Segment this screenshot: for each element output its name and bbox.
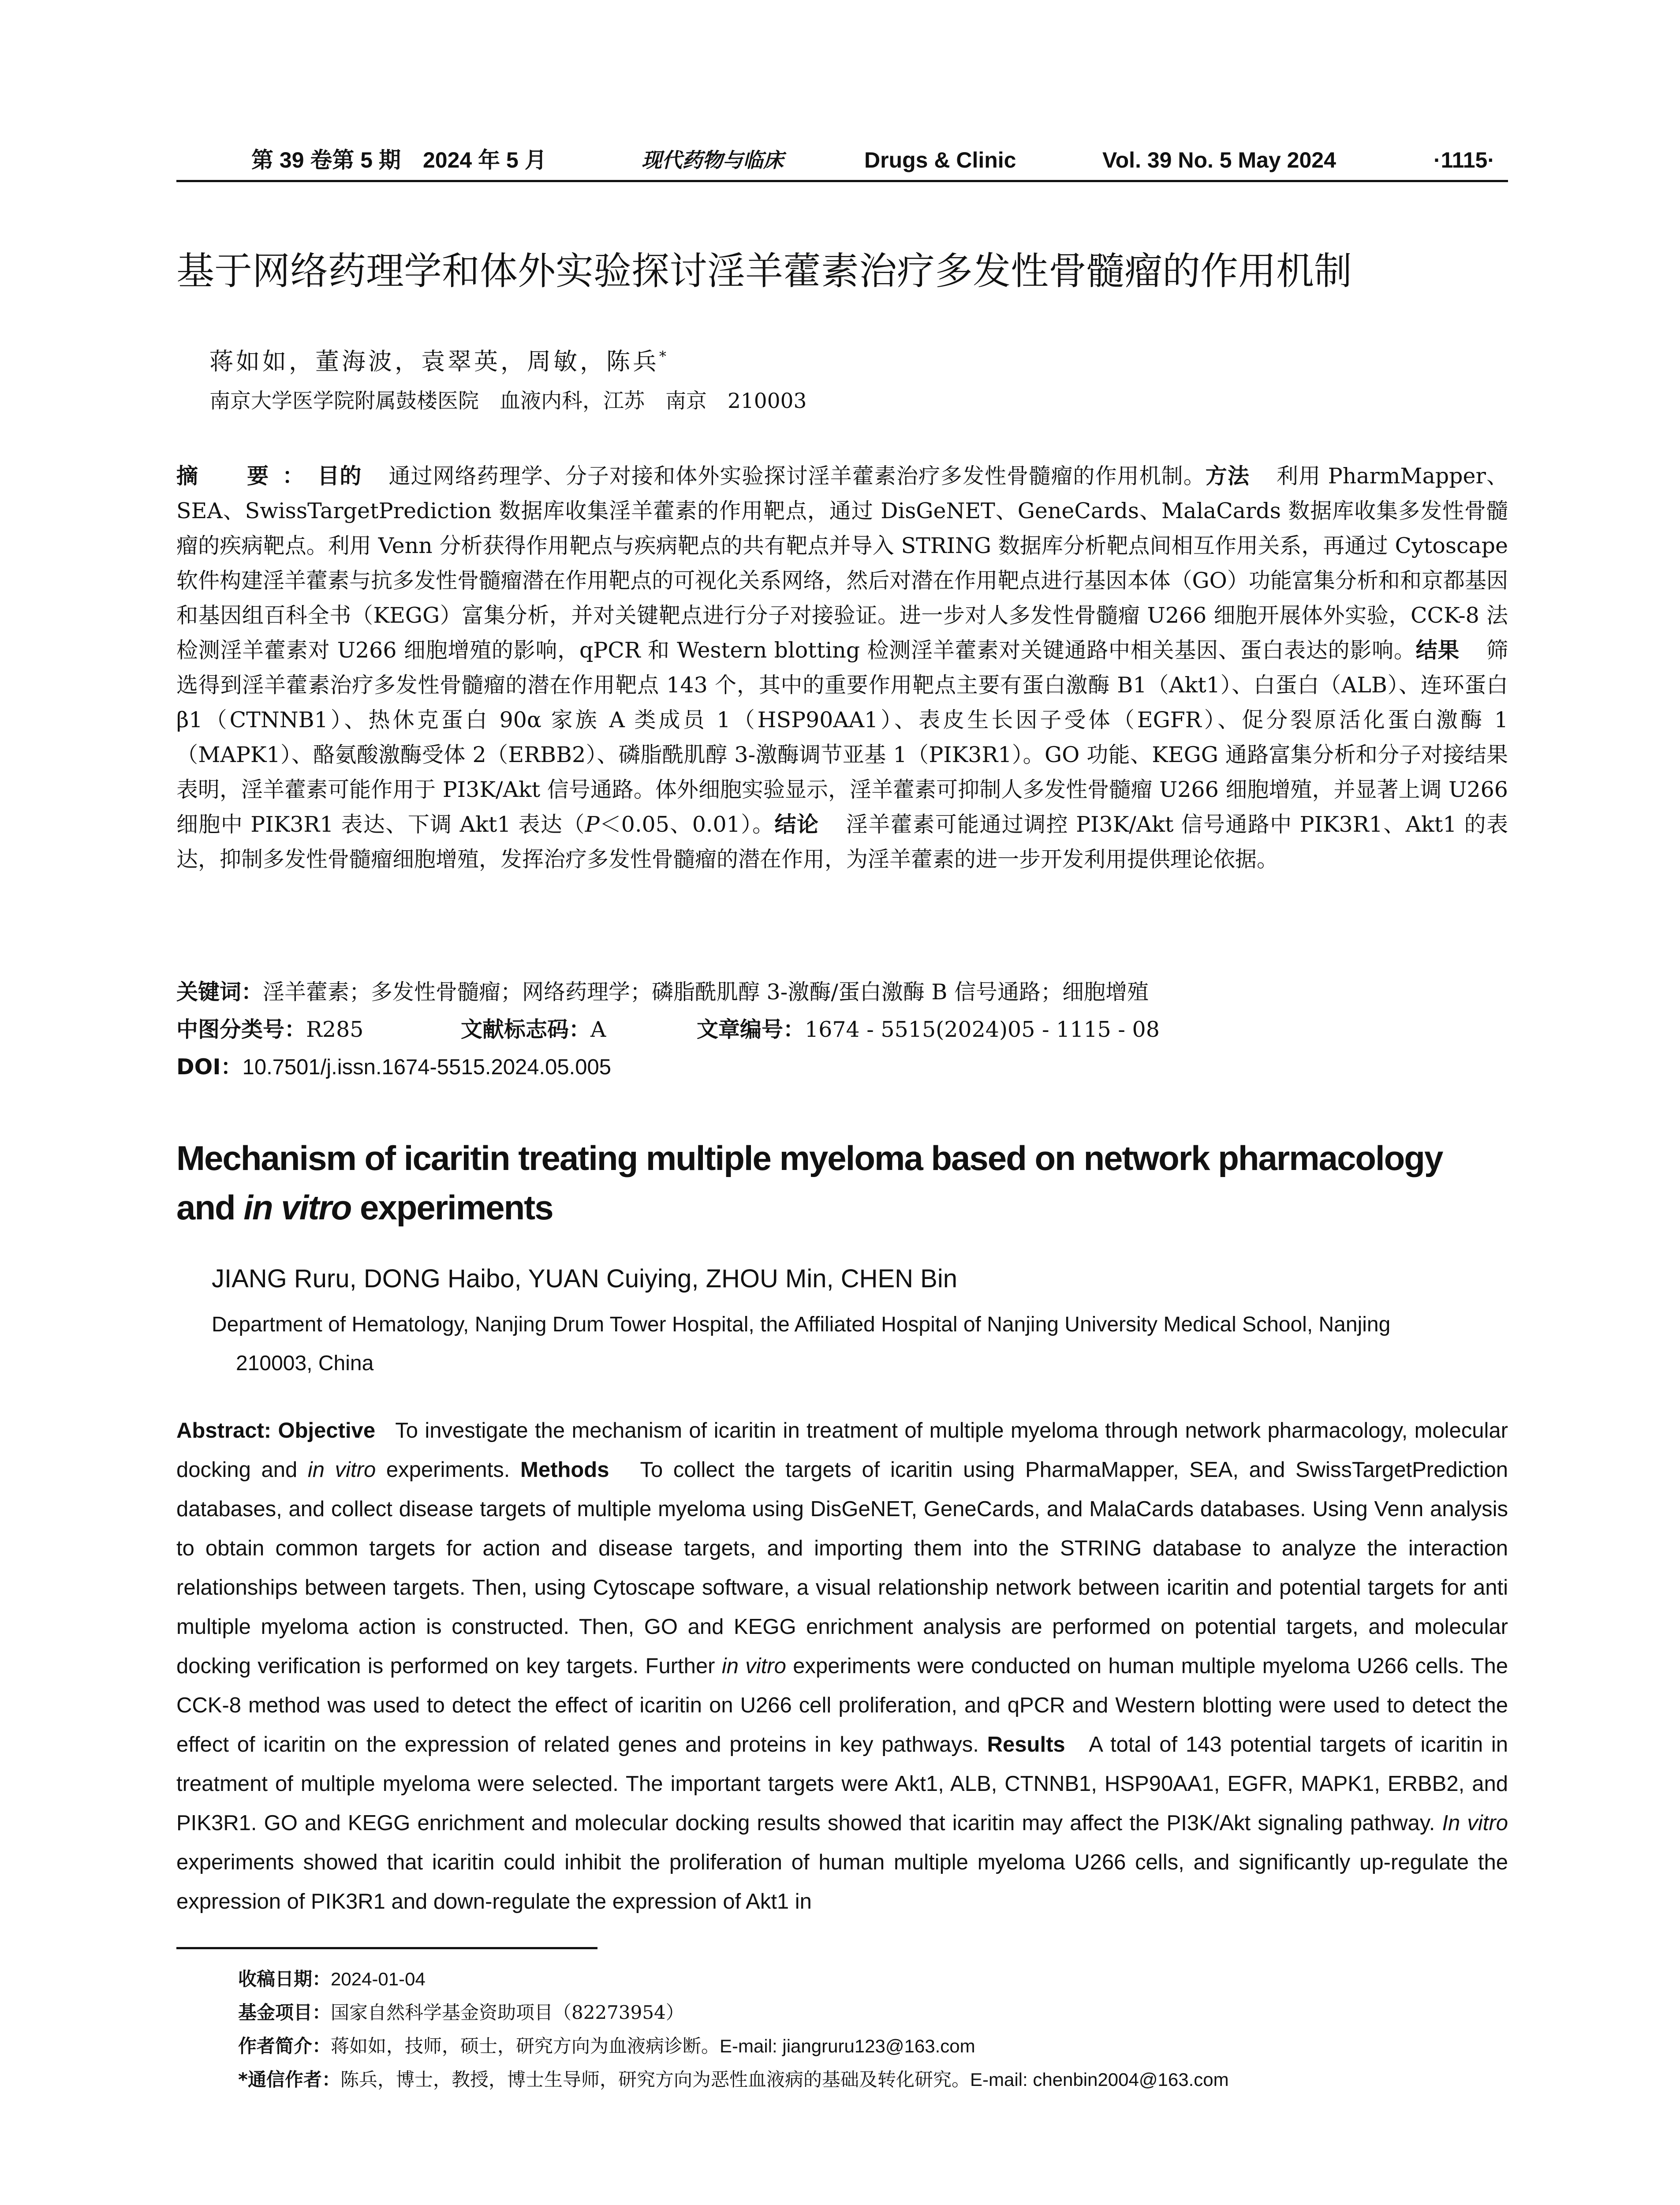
affiliation-cn: 南京大学医学院附属鼓楼医院 血液内科，江苏 南京 210003 xyxy=(209,389,807,413)
title-en-line2: and in vitro experiments xyxy=(176,1188,553,1227)
affiliation-en xyxy=(212,1305,1508,1383)
footnote-received: 收稿日期：2024-01-04 xyxy=(238,1968,426,1990)
corresponding-mark: * xyxy=(659,348,666,365)
classification-line xyxy=(176,1012,1508,1047)
title-en xyxy=(176,1133,1508,1232)
abstract-en-methods-label: Methods xyxy=(520,1458,609,1482)
abstract-cn-results: 筛选得到淫羊藿素治疗多发性骨髓瘤的潜在作用靶点 143 个，其中的重要作用靶点主要有蛋白激酶 B1（Akt1）、白蛋白（ALB）、连环蛋白 β1（CTNNB1）、热休克蛋白 90α 家族 A 类成员 1（HSP90AA1）、表皮生长因子受体（EGFR）、促分裂原活化蛋白激酶 1（MAPK1）、酪氨酸激酶受体 2（ERBB2）、磷脂酰肌醇 3-激酶调节亚基 1（PIK3R1）。GO 功能、KEGG 通路富集分析和分子对接结果表明，淫羊藿素可能作用于 PI3K/Akt 信号通路。体外细胞实验显示，淫羊藿素可抑制人多发性骨髓瘤 U266 细胞增殖，并显著上调 U266 细胞中 PIK3R1 表达、下调 Akt1 表达（ xyxy=(176,638,1508,837)
clc-label: 中图分类号： xyxy=(176,1017,306,1042)
abstract-cn-objective-label: 目的 xyxy=(317,463,362,489)
doi-label: DOI： xyxy=(176,1054,243,1080)
running-header xyxy=(176,140,1508,182)
abstract-en: Abstract: Objective To investigate the mechanism of icaritin in treatment of multiple myeloma through network pharmacology, molecular docking and in vitro experiments. Methods To collect the targets of icaritin using PharmaMapper, SEA, and SwissTargetPrediction databases, and collect disease targets of multiple myeloma using DisGeNET, GeneCards, and MalaCards databases. Using Venn analysis to obtain common targets for action and disease targets, and importing them into the STRING database to analyze the interaction relationships between targets. Then, using Cytoscape software, a visual relationship network between icaritin and potential targets for anti multiple myeloma action is constructed. Then, GO and KEGG enrichment analysis are performed on potential targets, and molecular docking verification is performed on key targets. Further in vitro experiments were conducted on human multiple myeloma U266 cells. The CCK-8 method was used to detect the effect of icaritin on U266 cell proliferation, and qPCR and Western blotting were used to detect the effect of icaritin on the expression of related genes and proteins in key pathways. Results A total of 143 potential targets of icaritin in treatment of multiple myeloma were selected. The important targets were Akt1, ALB, CTNNB1, HSP90AA1, EGFR, MAPK1, ERBB2, and PIK3R1. GO and KEGG enrichment and molecular docking results showed that icaritin may affect the PI3K/Akt signaling pathway. In vitro experiments showed that icaritin could inhibit the proliferation of human multiple myeloma U266 cells, and significantly up-regulate the expression of PIK3R1 and down-regulate the expression of Akt1 in xyxy=(176,1419,1508,1913)
title-en-italic: in vitro xyxy=(243,1188,351,1227)
footnote-fund: 基金项目：国家自然科学基金资助项目（82273954） xyxy=(238,2002,684,2023)
clc-value: R285 xyxy=(306,1017,364,1042)
doi-line xyxy=(176,1050,1508,1085)
header-journal-cn: 现代药物与临床 xyxy=(642,148,784,172)
footnote-author-bio: 作者简介：蒋如如，技师，硕士，研究方向为血液病诊断。E-mail: jiangruru123@163.com xyxy=(238,2035,975,2057)
authors-cn-names: 蒋如如，董海波，袁翠英，周敏，陈兵 xyxy=(209,348,659,375)
abstract-en-lead: Abstract: xyxy=(176,1419,272,1443)
title-cn: 基于网络药理学和体外实验探讨淫羊藿素治疗多发性骨髓瘤的作用机制 xyxy=(176,249,1352,293)
abstract-cn-conclusion-label: 结论 xyxy=(774,812,819,837)
header-volume-en: Vol. 39 No. 5 May 2024 xyxy=(1102,148,1336,172)
authors-cn xyxy=(209,339,1488,379)
keywords-text: 淫羊藿素；多发性骨髓瘤；网络药理学；磷脂酰肌醇 3-激酶/蛋白激酶 B 信号通路；细胞增殖 xyxy=(263,979,1149,1005)
abstract-cn-objective: 通过网络药理学、分子对接和体外实验探讨淫羊藿素治疗多发性骨髓瘤的作用机制。 xyxy=(388,463,1206,489)
affiliation-en-line2: 210003, China xyxy=(236,1352,374,1375)
corresponding-email: E-mail: chenbin2004@163.com xyxy=(970,2069,1229,2090)
doi-value: 10.7501/j.issn.1674-5515.2024.05.005 xyxy=(242,1055,611,1079)
abstract-cn-p-symbol: P xyxy=(585,812,600,837)
abstract-en-objective: To investigate the mechanism of icaritin in treatment of multiple myeloma through network pharmacology, molecular docking and xyxy=(176,1419,1508,1482)
author-email: E-mail: jiangruru123@163.com xyxy=(720,2036,975,2056)
abstract-en-results-label: Results xyxy=(987,1733,1065,1757)
abstract-cn-lead: 摘 要： xyxy=(176,463,318,489)
abstract-en-results: A total of 143 potential targets of icaritin in treatment of multiple myeloma were selected. The important targets were Akt1, ALB, CTNNB1, HSP90AA1, EGFR, MAPK1, ERBB2, and PIK3R1. GO and KEGG enrichment and molecular docking results showed that icaritin may affect the PI3K/Akt signaling pathway. xyxy=(176,1733,1508,1835)
header-page-number: ·1115· xyxy=(1433,148,1495,172)
header-journal-en: Drugs & Clinic xyxy=(864,148,1016,172)
abstract-en-objective-label: Objective xyxy=(278,1419,376,1443)
doc-code-value: A xyxy=(590,1017,606,1042)
abstract-cn-results-tail: ＜0.05、0.01）。 xyxy=(599,812,775,837)
affiliation-en-line1: Department of Hematology, Nanjing Drum Tower Hospital, the Affiliated Hospital of Nanjing University Medical School, Nanjing xyxy=(212,1313,1391,1336)
abstract-cn-methods-label: 方法 xyxy=(1205,463,1250,489)
abstract-cn xyxy=(176,459,1508,877)
authors-en: JIANG Ruru, DONG Haibo, YUAN Cuiying, ZHOU Min, CHEN Bin xyxy=(212,1264,958,1293)
footnotes xyxy=(238,1962,1508,2097)
footnote-corresponding: *通信作者：陈兵，博士，教授，博士生导师，研究方向为恶性血液病的基础及转化研究。E-mail: chenbin2004@163.com xyxy=(238,2069,1229,2090)
doc-code-label: 文献标志码： xyxy=(461,1017,591,1042)
footnote-rule xyxy=(176,1947,597,1949)
header-volume-cn: 第 39 卷第 5 期 2024 年 5 月 xyxy=(251,148,547,172)
abstract-cn-methods: 利用 PharmMapper、SEA、SwissTargetPrediction 数据库收集淫羊藿素的作用靶点，通过 DisGeNET、GeneCards、MalaCards 数据库收集多发性骨髓瘤的疾病靶点。利用 Venn 分析获得作用靶点与疾病靶点的共有靶点并导入 STRING 数据库分析靶点间相互作用关系，再通过 Cytoscape 软件构建淫羊藿素与抗多发性骨髓瘤潜在作用靶点的可视化关系网络，然后对潜在作用靶点进行基因本体（GO）功能富集分析和和京都基因和基因组百科全书（KEGG）富集分析，并对关键靶点进行分子对接验证。进一步对人多发性骨髓瘤 U266 细胞开展体外实验，CCK-8 法检测淫羊藿素对 U266 细胞增殖的影响，qPCR 和 Western blotting 检测淫羊藿素对关键通路中相关基因、蛋白表达的影响。 xyxy=(176,463,1508,663)
keywords-cn xyxy=(176,975,1508,1009)
keywords-label: 关键词： xyxy=(176,979,263,1005)
article-no-label: 文章编号： xyxy=(697,1017,805,1042)
abstract-cn-results-label: 结果 xyxy=(1415,638,1460,663)
abstract-en-methods: To collect the targets of icaritin using PharmaMapper, SEA, and SwissTargetPrediction databases, and collect disease targets of multiple myeloma using DisGeNET, GeneCards, and MalaCards databases. Using Venn analysis to obtain common targets for action and disease targets, and importing them into the STRING database to analyze the interaction relationships between targets. Then, using Cytoscape software, a visual relationship network between icaritin and potential targets for anti multiple myeloma action is constructed. Then, GO and KEGG enrichment analysis are performed on potential targets, and molecular docking verification is performed on key targets. Further xyxy=(176,1458,1508,1678)
abstract-cn-conclusion: 淫羊藿素可能通过调控 PI3K/Akt 信号通路中 PIK3R1、Akt1 的表达，抑制多发性骨髓瘤细胞增殖，发挥治疗多发性骨髓瘤的潜在作用，为淫羊藿素的进一步开发利用提供理论依据。 xyxy=(176,812,1508,872)
article-no-value: 1674 - 5515(2024)05 - 1115 - 08 xyxy=(805,1017,1160,1042)
title-en-line1: Mechanism of icaritin treating multiple myeloma based on network pharmacology xyxy=(176,1139,1443,1177)
